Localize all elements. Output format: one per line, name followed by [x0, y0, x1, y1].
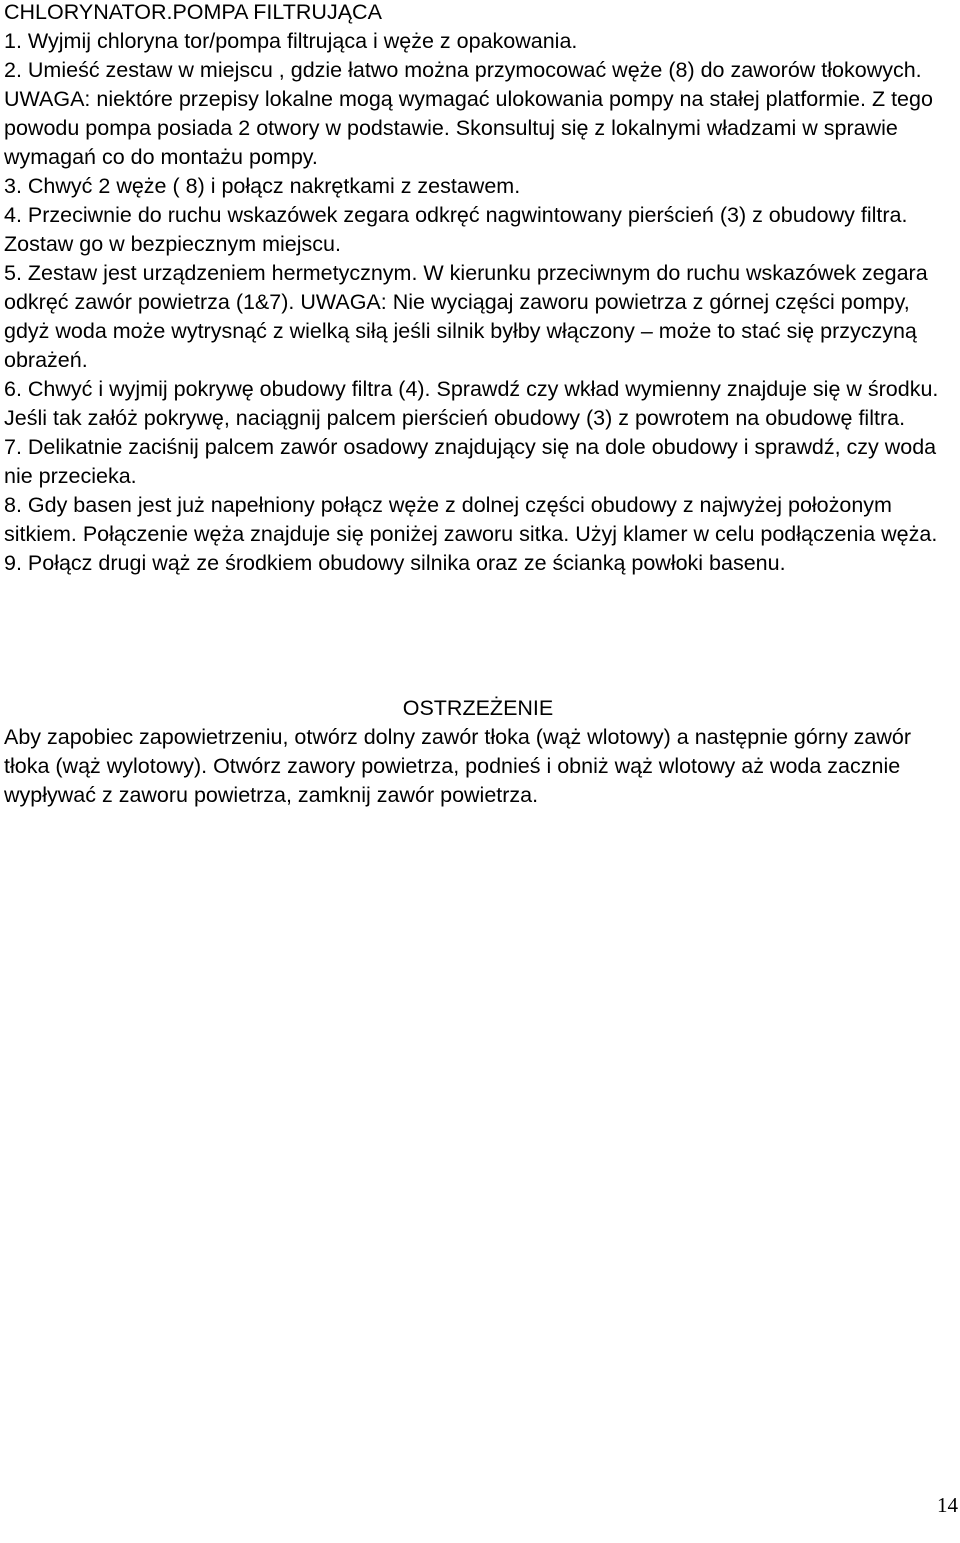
step-5: 5. Zestaw jest urządzeniem hermetycznym. W kierunku przeciwnym do ruchu wskazówek zegara odkręć zawór powietrza (1&7). UWAGA: Nie wyciągaj zaworu powietrza z górnej części pompy, gdyż woda może wytrysnąć z wielką siłą jeśli silnik byłby włączony – może to stać się przyczyną obrażeń.: [4, 261, 928, 372]
step-2: 2. Umieść zestaw w miejscu , gdzie łatwo można przymocować węże (8) do zaworów tłokowych.: [4, 58, 922, 82]
step-3: 3. Chwyć 2 węże ( 8) i połącz nakrętkami z zestawem.: [4, 174, 521, 198]
warning-text: Aby zapobiec zapowietrzeniu, otwórz dolny zawór tłoka (wąż wlotowy) a następnie górny zawór tłoka (wąż wylotowy). Otwórz zawory powietrza, podnieś i obniż wąż wlotowy aż woda zacznie wypływać z zaworu powietrza, zamknij zawór powietrza.: [4, 725, 912, 807]
note-paragraph: UWAGA: niektóre przepisy lokalne mogą wymagać ulokowania pompy na stałej platformie. Z tego powodu pompa posiada 2 otwory w podstawie. Skonsultuj się z lokalnymi władzami w sprawie wymagań co do montażu pompy.: [4, 87, 933, 169]
section-spacer: [4, 578, 952, 694]
step-7: 7. Delikatnie zaciśnij palcem zawór osadowy znajdujący się na dole obudowy i sprawdź, czy woda nie przecieka.: [4, 435, 937, 488]
document-title: CHLORYNATOR.POMPA FILTRUJĄCA: [4, 0, 382, 24]
step-1: 1. Wyjmij chloryna tor/pompa filtrująca i węże z opakowania.: [4, 29, 578, 53]
document-body: [4, 0, 952, 810]
page-number: 14: [937, 1493, 958, 1517]
warning-heading: OSTRZEŻENIE: [402, 696, 554, 720]
step-4: 4. Przeciwnie do ruchu wskazówek zegara odkręć nagwintowany pierścień (3) z obudowy filtra. Zostaw go w bezpiecznym miejscu.: [4, 203, 908, 256]
step-9: 9. Połącz drugi wąż ze środkiem obudowy silnika oraz ze ścianką powłoki basenu.: [4, 551, 786, 575]
step-8: 8. Gdy basen jest już napełniony połącz węże z dolnej części obudowy z najwyżej położonym sitkiem. Połączenie węża znajduje się poniżej zaworu sitka. Użyj klamer w celu podłączenia węża.: [4, 493, 938, 546]
step-6: 6. Chwyć i wyjmij pokrywę obudowy filtra (4). Sprawdź czy wkład wymienny znajduje się w środku. Jeśli tak załóż pokrywę, naciągnij palcem pierścień obudowy (3) z powrotem na obudowę filtra.: [4, 377, 939, 430]
